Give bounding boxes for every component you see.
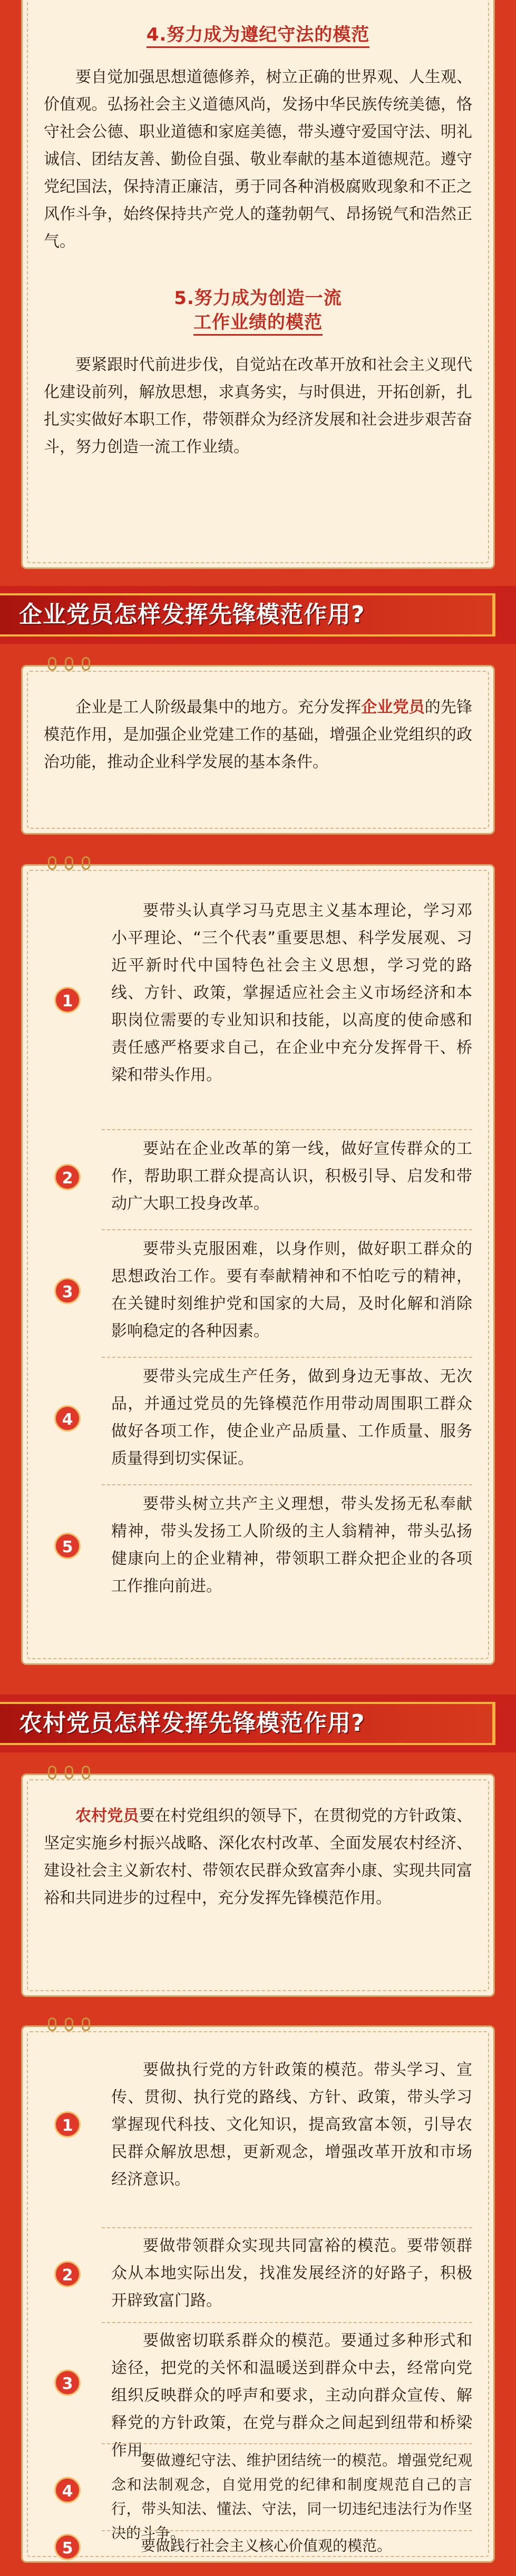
enterprise-item-3-text: 要带头克服困难，以身作则，做好职工群众的思想政治工作。要有奉献精神和不怕吃亏的精神，在关键时刻维护党和国家的大局，及时化解和消除影响稳定的各种因素。 [111,1240,472,1340]
enterprise-intro-pre: 企业是工人阶级最集中的地方。充分发挥 [75,698,362,717]
ring-icon [48,1766,56,1779]
enterprise-banner [0,586,516,644]
enterprise-item-2 [54,1135,472,1218]
enterprise-item-1-text: 要带头认真学习马克思主义基本理论，学习邓小平理论、“三个代表”重要思想、科学发展观、习近平新时代中国特色社会主义思想，学习党的路线、方针、政策，掌握适应社会主义市场经济和本职岗位需要的专业知识和技能，以高度的使命感和责任感严格要求自己，在企业中充分发挥骨干、桥梁和带头作用。 [111,902,472,1084]
divider [102,2322,472,2323]
rural-banner [0,1695,516,1752]
enterprise-intro-card [21,665,495,835]
enterprise-item-5 [54,1491,472,1600]
ring-icon [65,657,73,671]
ring-icon [65,1766,73,1779]
number-badge: 2 [54,2261,81,2287]
number-badge: 1 [54,987,81,1013]
enterprise-items-card [21,864,495,1665]
rural-intro-highlight: 农村党员 [75,1807,139,1825]
divider [102,1229,472,1230]
ring-icon [82,2017,90,2031]
ring-icon [48,657,56,671]
number-badge: 5 [54,1533,81,1559]
number-badge: 3 [54,2369,81,2396]
rural-intro-post: 要在村党组织的领导下，在贯彻党的方针政策、坚定实施乡村振兴战略、深化农村改革、全面发展农村经济、建设社会主义新农村、带领农民群众致富奔小康、实现共同富裕和共同进步的过程中，充分发挥先锋模范作用。 [44,1807,472,1907]
number-badge: 4 [54,1405,81,1432]
divider [102,1484,472,1485]
binder-rings [48,1766,90,1779]
binder-rings [48,856,90,870]
ring-icon [65,2017,73,2031]
number-badge: 2 [54,1164,81,1190]
enterprise-intro-highlight: 企业党员 [361,698,425,717]
rural-intro-card [21,1774,495,1997]
divider [102,2227,472,2228]
ring-icon [82,856,90,870]
section-5-title [23,286,493,335]
enterprise-intro-text [44,694,472,776]
ring-icon [48,2017,56,2031]
rural-item-2-text: 要做带领群众实现共同富裕的模范。要带领群众从本地实际出发，找准发展经济的好路子，积极开辟致富门路。 [111,2237,472,2310]
section-4-paragraph: 要自觉加强思想道德修养，树立正确的世界观、人生观、价值观。弘扬社会主义道德风尚，发扬中华民族传统美德，恪守社会公德、职业道德和家庭美德，带头遵守爱国守法、明礼诚信、团结友善、勤俭自强、敬业奉献的基本道德规范。遵守党纪国法，保持清正廉洁，勇于同各种消极腐败现象和不正之风作斗争，始终保持共产党人的蓬勃朝气、昂扬锐气和浩然正气。 [44,68,472,251]
ring-icon [82,1766,90,1779]
number-badge: 4 [54,2477,81,2503]
rural-banner-title: 农村党员怎样发挥先锋模范作用? [19,1710,365,1737]
rural-item-4-text: 要做遵纪守法、维护团结统一的模范。增强党纪观念和法制观念，自觉用党的纪律和制度规范自己的言行，带头知法、懂法、守法，同一切违纪违法行为作坚决的斗争。 [111,2452,472,2542]
rural-item-1 [54,2056,472,2193]
enterprise-item-3 [54,1236,472,1345]
rural-items-card [21,2025,495,2563]
enterprise-item-1 [54,897,472,1089]
enterprise-item-5-text: 要带头树立共产主义理想，带头发扬无私奉献精神，带头发扬工人阶级的主人翁精神，带头弘扬健康向上的企业精神，带领职工群众把企业的各项工作推向前进。 [111,1495,472,1595]
enterprise-item-4-text: 要带头完成生产任务，做到身边无事故、无次品，并通过党员的先锋模范作用带动周围职工群众做好各项工作，使企业产品质量、工作质量、服务质量得到切实保证。 [111,1367,472,1468]
rural-item-5 [54,2534,472,2558]
rural-item-3-text: 要做密切联系群众的模范。要通过多种形式和途径，把党的关怀和温暖送到群众中去，经常向党组织反映群众的呼声和要求，主动向群众宣传、解释党的方针政策，在党与群众之间起到纽带和桥梁作用。 [111,2332,472,2460]
divider [102,2530,472,2531]
number-badge: 3 [54,1278,81,1304]
binder-rings [48,2017,90,2031]
number-badge: 5 [54,2534,81,2560]
ring-icon [82,657,90,671]
binder-rings [48,657,90,671]
enterprise-banner-title: 企业党员怎样发挥先锋模范作用? [19,601,365,628]
ring-icon [48,856,56,870]
rural-item-1-text: 要做执行党的方针政策的模范。带头学习、宣传、贯彻、执行党的路线、方针、政策，带头学习掌握现代科技、文化知识，提高致富本领，引导农民群众解放思想，更新观念，增强改革开放和市场经济意识。 [111,2061,472,2189]
top-card [21,0,495,569]
enterprise-intro-post: 的先锋模范作用，是加强企业党建工作的基础，增强企业党组织的政治功能，推动企业科学发展的基本条件。 [44,698,472,771]
number-badge: 1 [54,2111,81,2138]
rural-item-5-text: 要做践行社会主义核心价值观的模范。 [141,2537,392,2554]
section-4-title-text: 4.努力成为遵纪守法的模范 [147,24,370,48]
enterprise-item-2-text: 要站在企业改革的第一线，做好宣传群众的工作，帮助职工群众提高认识，积极引导、启发和带动广大职工投身改革。 [111,1140,472,1213]
ring-icon [65,856,73,870]
enterprise-item-4 [54,1363,472,1473]
rural-item-2 [54,2232,472,2315]
rural-intro-text [44,1803,472,1912]
section-4-title [23,23,493,47]
divider [102,2443,472,2444]
rural-item-4 [54,2448,472,2542]
section-5-title-line1: 5.努力成为创造一流 [174,288,342,309]
section-5-title-line2: 工作业绩的模范 [193,312,323,336]
section-5-paragraph: 要紧跟时代前进步伐，自觉站在改革开放和社会主义现代化建设前列，解放思想，求真务实，与时俱进，开拓创新，扎扎实实做好本职工作，带领群众为经济发展和社会进步艰苦奋斗，努力创造一流工作业绩。 [44,356,472,456]
divider [102,1357,472,1358]
divider [102,1129,472,1130]
